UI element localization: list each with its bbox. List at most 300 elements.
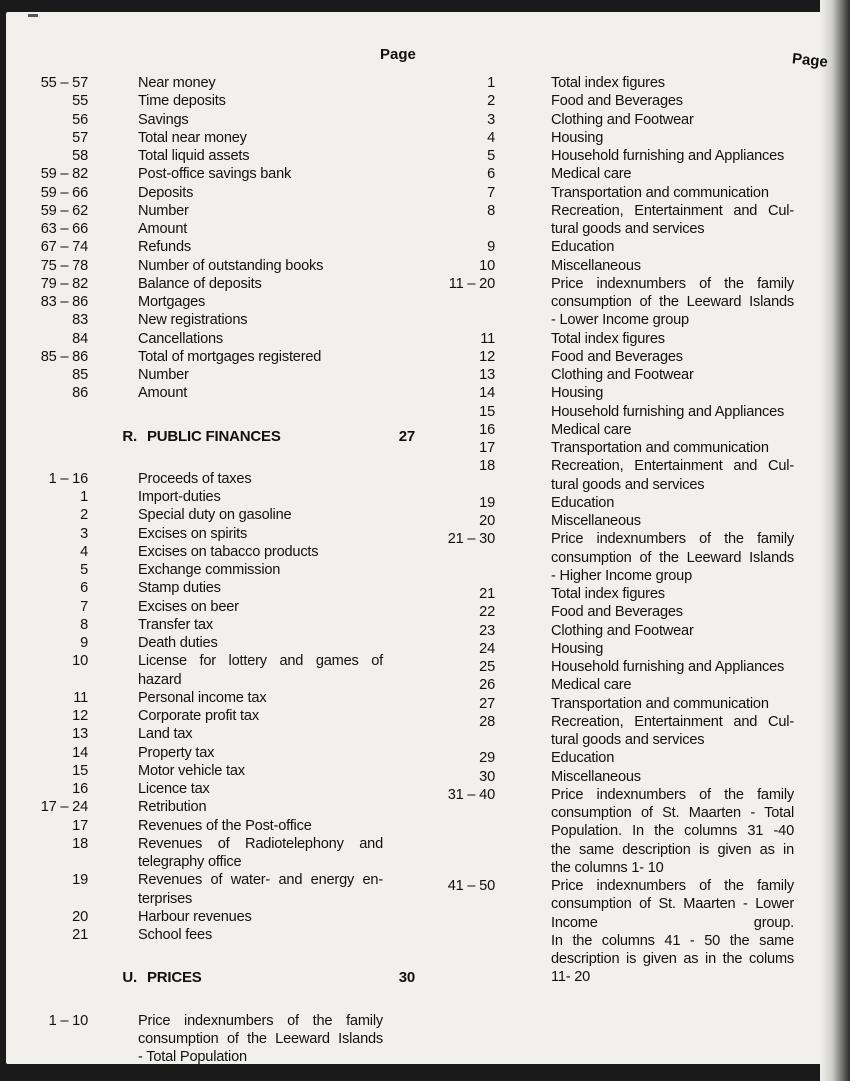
table-number: 17: [479, 440, 495, 456]
table-description: [138, 488, 383, 506]
index-entry: [440, 512, 800, 530]
description-line: Exchange commission: [138, 562, 281, 578]
table-description: [551, 585, 794, 603]
description-line: Total liquid assets: [138, 148, 250, 164]
index-entry: [20, 488, 415, 506]
index-entry: [440, 713, 800, 750]
description-line: Transportation and communication: [551, 184, 769, 201]
table-number: 14: [479, 385, 495, 402]
table-description: [551, 494, 794, 512]
table-number: 25: [479, 659, 495, 675]
index-entry: [440, 877, 800, 987]
description-line: Food and Beverages: [551, 93, 683, 110]
table-number: 6: [80, 580, 88, 597]
table-number: 17 – 24: [40, 799, 88, 816]
table-number: 83: [72, 312, 88, 329]
index-entry: [20, 616, 415, 634]
description-line: In the columns 41 - 50 the same: [551, 932, 794, 949]
index-entry: [440, 275, 800, 330]
table-description: [138, 184, 383, 202]
description-line: Price indexnumbers of the family: [551, 275, 794, 292]
section-title: PRICES: [146, 969, 202, 987]
index-entry: [20, 689, 415, 707]
table-description: [551, 165, 794, 183]
index-entry: [440, 184, 800, 202]
index-entry: [20, 275, 415, 293]
table-description: [551, 238, 794, 256]
table-description: [551, 530, 794, 585]
description-line: Miscellaneous: [551, 257, 641, 274]
table-description: [138, 634, 383, 652]
description-line: Education: [551, 494, 615, 511]
table-number: 19: [72, 872, 88, 889]
table-description: [551, 749, 794, 767]
index-entry: [440, 384, 800, 402]
table-description: [138, 506, 383, 524]
index-entry: [20, 744, 415, 762]
table-number: 55: [72, 93, 88, 110]
description-line: Medical care: [551, 677, 632, 694]
index-entry: [440, 366, 800, 384]
page-column-header-right: Page: [791, 50, 829, 71]
section-page: 30: [398, 969, 415, 987]
table-number: 9: [487, 239, 495, 256]
description-line: Transportation and communication: [551, 440, 769, 456]
description-line: Housing: [551, 129, 604, 146]
description-line: Household furnishing and Appliances: [551, 403, 785, 420]
index-entry: [440, 111, 800, 129]
table-description: [551, 129, 794, 147]
index-entry: [20, 926, 415, 944]
table-number: 12: [479, 348, 495, 365]
index-entry: [20, 311, 415, 329]
table-number: 29: [479, 750, 495, 767]
index-entry: [440, 676, 800, 694]
table-number: 11 – 20: [448, 275, 495, 292]
table-description: [138, 762, 383, 780]
index-entry: [440, 622, 800, 640]
description-line: Recreation, Entertainment and Cul-: [551, 458, 794, 475]
table-number: 5: [80, 562, 88, 578]
table-number: 58: [72, 148, 88, 164]
description-line: consumption of St. Maarten - Total: [551, 805, 794, 821]
index-entry: [440, 439, 800, 457]
table-number: 20: [479, 513, 495, 529]
index-entry: [20, 506, 415, 524]
table-description: [551, 877, 794, 987]
description-line: Special duty on gasoline: [138, 507, 292, 524]
description-line: Refunds: [138, 239, 191, 256]
table-number: 41 – 50: [447, 878, 495, 894]
table-number: 20: [72, 908, 88, 925]
description-line: Food and Beverages: [551, 604, 683, 621]
description-line: Harbour revenues: [138, 908, 252, 925]
description-line: Time deposits: [138, 93, 226, 110]
index-entry: [20, 908, 415, 926]
table-number: 1: [487, 75, 495, 91]
description-line: tural goods and services: [551, 221, 705, 237]
description-line: Clothing and Footwear: [551, 367, 694, 383]
table-number: 11: [73, 689, 88, 706]
table-number: 12: [72, 708, 88, 724]
table-description: [138, 616, 383, 634]
table-number: 85 – 86: [40, 348, 88, 365]
table-description: [138, 598, 383, 616]
description-line: Revenues of water- and energy en-: [138, 872, 383, 889]
index-entry: [20, 835, 415, 872]
table-number: 55 – 57: [40, 75, 88, 91]
table-description: [551, 147, 794, 165]
table-description: [551, 366, 794, 384]
description-line: - Total Population: [138, 1049, 247, 1065]
description-line: consumption of St. Maarten - Lower: [551, 896, 794, 913]
table-description: [138, 652, 383, 689]
table-description: [138, 817, 383, 835]
index-entry: [20, 470, 415, 488]
table-number: 1 – 16: [48, 470, 88, 487]
table-description: [551, 695, 794, 713]
description-line: Savings: [138, 111, 189, 128]
index-entry: [440, 457, 800, 494]
description-line: Price indexnumbers of the family: [138, 1012, 383, 1029]
description-line: Deposits: [138, 184, 194, 201]
table-number: 22: [479, 604, 495, 621]
index-entry: [440, 658, 800, 676]
index-entry: [440, 530, 800, 585]
table-description: [551, 658, 794, 676]
table-description: [138, 835, 383, 872]
description-line: tural goods and services: [551, 732, 705, 748]
table-number: 15: [479, 403, 495, 420]
index-entry: [440, 74, 800, 92]
section-r-heading: [20, 428, 415, 446]
index-entry: [440, 202, 800, 239]
description-line: New registrations: [138, 312, 248, 329]
index-entry: [440, 348, 800, 366]
description-line: Excises on beer: [138, 598, 239, 615]
table-number: 59 – 62: [40, 202, 88, 219]
index-entry: [440, 238, 800, 256]
page-column-header-left: Page: [380, 46, 416, 63]
table-number: 1 – 10: [48, 1012, 88, 1029]
description-line: Recreation, Entertainment and Cul-: [551, 202, 794, 219]
index-entry: [440, 403, 800, 421]
description-line: Corporate profit tax: [138, 708, 259, 724]
table-description: [138, 744, 383, 762]
index-entry: [20, 220, 415, 238]
table-description: [551, 348, 794, 366]
table-number: 2: [487, 93, 495, 110]
index-entry: [440, 494, 800, 512]
index-entry: [20, 652, 415, 689]
description-line: Transportation and communication: [551, 695, 769, 712]
index-entry: [20, 525, 415, 543]
index-entry: [20, 579, 415, 597]
table-description: [138, 202, 383, 220]
index-entry: [20, 707, 415, 725]
index-entry: [20, 634, 415, 652]
table-description: [138, 470, 383, 488]
description-line: Near money: [138, 75, 216, 91]
table-number: 5: [487, 148, 495, 164]
description-line: terprises: [138, 890, 193, 907]
table-description: [138, 111, 383, 129]
index-entry: [440, 640, 800, 658]
description-line: Number: [138, 367, 189, 383]
table-number: 10: [72, 653, 88, 670]
table-number: 8: [487, 202, 495, 219]
table-number: 28: [479, 713, 495, 730]
table-number: 16: [479, 421, 495, 438]
table-description: [551, 421, 794, 439]
table-description: [551, 768, 794, 786]
table-description: [551, 111, 794, 129]
table-number: 2: [80, 507, 88, 524]
table-number: 79 – 82: [40, 275, 88, 292]
description-line: Death duties: [138, 635, 218, 651]
description-line: hazard: [138, 671, 182, 688]
description-line: Medical care: [551, 421, 632, 438]
table-number: 15: [72, 762, 88, 779]
index-entry: [20, 384, 415, 402]
table-number: 3: [80, 525, 88, 542]
section-letter: R.: [122, 427, 137, 445]
index-entry: [20, 238, 415, 256]
table-description: [138, 525, 383, 543]
table-description: [551, 384, 794, 402]
table-number: 24: [479, 640, 495, 657]
table-number: 63 – 66: [40, 221, 88, 237]
description-line: the columns 1- 10: [551, 859, 664, 876]
description-line: 11- 20: [551, 969, 591, 986]
index-entry: [440, 165, 800, 183]
table-number: 11: [480, 330, 495, 347]
table-number: 3: [487, 111, 495, 128]
description-line: the same description is given as in: [551, 841, 794, 858]
page-edge: [820, 0, 850, 1081]
description-line: Food and Beverages: [551, 348, 683, 365]
table-number: 18: [72, 835, 88, 852]
table-description: [138, 561, 383, 579]
description-line: Revenues of the Post-office: [138, 817, 312, 834]
index-entry: [20, 165, 415, 183]
description-line: Total index figures: [551, 330, 665, 347]
description-line: License for lottery and games of: [138, 653, 383, 670]
table-number: 57: [72, 129, 88, 146]
description-line: Income group.: [551, 914, 794, 931]
section-title: PUBLIC FINANCES: [146, 427, 281, 445]
description-line: Transfer tax: [138, 616, 213, 633]
index-entry: [20, 725, 415, 743]
index-entry: [440, 749, 800, 767]
description-line: Amount: [138, 221, 188, 237]
index-entry: [20, 92, 415, 110]
table-description: [138, 1012, 383, 1067]
description-line: Recreation, Entertainment and Cul-: [551, 713, 794, 730]
description-line: Personal income tax: [138, 689, 267, 706]
table-number: 19: [479, 494, 495, 511]
table-number: 10: [479, 257, 495, 274]
description-line: description is given as in the colums: [551, 951, 794, 967]
table-number: 75 – 78: [40, 257, 88, 274]
description-line: Miscellaneous: [551, 768, 641, 785]
description-line: Total of mortgages registered: [138, 348, 322, 365]
index-entry: [440, 257, 800, 275]
table-number: 59 – 82: [40, 166, 88, 183]
description-line: Number: [138, 202, 189, 219]
table-number: 1: [80, 489, 88, 505]
table-description: [551, 330, 794, 348]
table-number: 13: [479, 367, 495, 383]
table-description: [551, 512, 794, 530]
index-entry: [440, 695, 800, 713]
index-entry: [20, 871, 415, 908]
table-description: [138, 238, 383, 256]
table-number: 67 – 74: [40, 239, 88, 256]
description-line: Clothing and Footwear: [551, 111, 694, 128]
table-description: [138, 257, 383, 275]
description-line: consumption of the Leeward Islands: [551, 294, 794, 310]
table-description: [138, 220, 383, 238]
description-line: consumption of the Leeward Islands: [551, 549, 794, 566]
table-description: [551, 257, 794, 275]
table-description: [138, 798, 383, 816]
index-entry: [20, 561, 415, 579]
index-entry: [20, 817, 415, 835]
index-entry: [440, 147, 800, 165]
table-description: [138, 74, 383, 92]
section-page: 27: [398, 427, 415, 445]
table-description: [551, 786, 794, 877]
table-number: 85: [72, 367, 88, 383]
table-number: 27: [479, 695, 495, 712]
index-entry: [20, 348, 415, 366]
index-entry: [440, 421, 800, 439]
table-number: 16: [72, 781, 88, 797]
table-description: [551, 74, 794, 92]
index-entry: [440, 585, 800, 603]
table-description: [138, 926, 383, 944]
index-entry: [20, 111, 415, 129]
table-description: [551, 640, 794, 658]
table-number: 83 – 86: [40, 294, 88, 310]
table-number: 86: [72, 385, 88, 402]
description-line: Revenues of Radiotelephony and: [138, 835, 383, 852]
table-description: [138, 384, 383, 402]
table-description: [138, 275, 383, 293]
table-description: [551, 439, 794, 457]
index-entry: [20, 293, 415, 311]
index-entry: [440, 330, 800, 348]
description-line: Price indexnumbers of the family: [551, 531, 794, 548]
description-line: Miscellaneous: [551, 513, 641, 529]
table-description: [138, 366, 383, 384]
description-line: Total index figures: [551, 586, 665, 602]
table-number: 7: [487, 184, 495, 201]
description-line: Licence tax: [138, 781, 210, 797]
index-entry: [20, 74, 415, 92]
table-description: [138, 92, 383, 110]
table-number: 21 – 30: [447, 531, 495, 548]
description-line: Price indexnumbers of the family: [551, 786, 794, 803]
description-line: consumption of the Leeward Islands: [138, 1030, 383, 1047]
index-entry: [440, 129, 800, 147]
table-number: 21: [479, 586, 495, 602]
left-column: [20, 74, 415, 1066]
table-description: [551, 92, 794, 110]
index-entry: [20, 543, 415, 561]
table-number: 6: [487, 166, 495, 183]
description-line: tural goods and services: [551, 476, 705, 493]
description-line: Stamp duties: [138, 580, 221, 597]
table-description: [138, 871, 383, 908]
index-entry: [440, 786, 800, 877]
table-number: 7: [80, 598, 88, 615]
index-entry: [20, 366, 415, 384]
description-line: Retribution: [138, 799, 207, 816]
description-line: Cancellations: [138, 330, 224, 347]
table-description: [138, 707, 383, 725]
description-line: Housing: [551, 640, 604, 657]
table-description: [551, 603, 794, 621]
table-number: 30: [479, 768, 495, 785]
description-line: Total near money: [138, 129, 247, 146]
table-description: [551, 713, 794, 750]
table-number: 9: [80, 635, 88, 651]
table-description: [138, 780, 383, 798]
section-letter: U.: [122, 969, 137, 987]
description-line: Motor vehicle tax: [138, 762, 245, 779]
description-line: Excises on spirits: [138, 525, 248, 542]
description-line: Balance of deposits: [138, 275, 262, 292]
table-description: [138, 293, 383, 311]
table-number: 21: [72, 927, 88, 943]
description-line: Price indexnumbers of the family: [551, 878, 794, 894]
table-description: [138, 147, 383, 165]
description-line: Property tax: [138, 744, 215, 761]
index-entry: [20, 129, 415, 147]
index-entry: [20, 330, 415, 348]
description-line: Excises on tabacco products: [138, 543, 319, 560]
description-line: Household furnishing and Appliances: [551, 659, 785, 675]
table-number: 4: [487, 129, 495, 146]
description-line: School fees: [138, 927, 213, 943]
description-line: Import-duties: [138, 489, 221, 505]
description-line: Population. In the columns 31 -40: [551, 823, 794, 840]
table-description: [138, 129, 383, 147]
table-description: [551, 622, 794, 640]
description-line: telegraphy office: [138, 854, 242, 870]
description-line: Clothing and Footwear: [551, 622, 694, 639]
index-entry: [440, 768, 800, 786]
description-line: Mortgages: [138, 294, 206, 310]
description-line: Medical care: [551, 166, 632, 183]
index-entry: [20, 1012, 415, 1067]
description-line: Post-office savings bank: [138, 166, 292, 183]
table-description: [551, 184, 794, 202]
table-number: 14: [72, 744, 88, 761]
index-entry: [20, 257, 415, 275]
description-line: Household furnishing and Appliances: [551, 148, 785, 164]
table-description: [138, 543, 383, 561]
description-line: Housing: [551, 385, 604, 402]
index-entry: [20, 780, 415, 798]
table-number: 84: [72, 330, 88, 347]
section-u-heading: [20, 969, 415, 987]
table-number: 13: [72, 726, 88, 743]
description-line: - Lower Income group: [551, 312, 689, 329]
table-description: [138, 908, 383, 926]
